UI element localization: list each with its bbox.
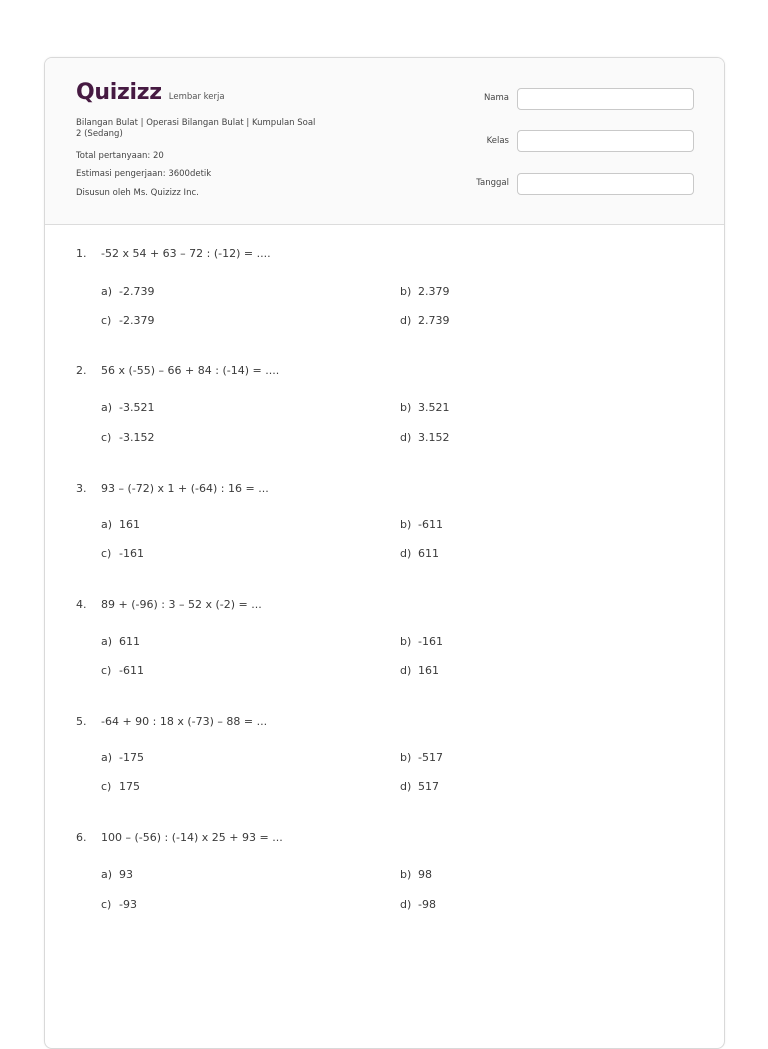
question-1 (76, 247, 271, 260)
option-1b: b) 2.379 (400, 285, 450, 298)
option-4a: a) 611 (101, 635, 140, 648)
worksheet-author: Disusun oleh Ms. Quizizz Inc. (76, 188, 199, 198)
option-3d: d) 611 (400, 547, 439, 560)
question-5 (76, 715, 267, 728)
question-number: 2. (76, 364, 87, 377)
option-6c: c) -93 (101, 898, 137, 911)
option-6a: a) 93 (101, 868, 133, 881)
option-3a: a) 161 (101, 518, 140, 531)
option-4b: b) -161 (400, 635, 443, 648)
estimated-time: Estimasi pengerjaan: 3600detik (76, 169, 212, 179)
worksheet-type: Lembar kerja (168, 92, 225, 102)
question-2 (76, 364, 279, 377)
option-1d: d) 2.739 (400, 314, 450, 327)
option-3c: c) -161 (101, 547, 144, 560)
option-5a: a) -175 (101, 751, 144, 764)
brand (76, 80, 225, 105)
option-5b: b) -517 (400, 751, 443, 764)
question-number: 1. (76, 247, 87, 260)
question-3 (76, 482, 269, 495)
option-5c: c) 175 (101, 780, 140, 793)
option-2d: d) 3.152 (400, 431, 450, 444)
worksheet-topic: Bilangan Bulat | Operasi Bilangan Bulat | Kumpulan Soal 2 (Sedang) (76, 118, 316, 139)
question-number: 6. (76, 831, 87, 844)
question-text: 56 x (-55) – 66 + 84 : (-14) = .... (101, 364, 280, 377)
option-2c: c) -3.152 (101, 431, 155, 444)
question-number: 4. (76, 598, 87, 611)
kelas-label: Kelas (486, 136, 509, 146)
question-number: 3. (76, 482, 87, 495)
option-1a: a) -2.739 (101, 285, 155, 298)
kelas-field[interactable] (517, 130, 694, 152)
option-1c: c) -2.379 (101, 314, 155, 327)
option-4c: c) -611 (101, 664, 144, 677)
nama-field[interactable] (517, 88, 694, 110)
worksheet-page (44, 57, 725, 1049)
question-text: -52 x 54 + 63 – 72 : (-12) = .... (101, 247, 271, 260)
question-text: 100 – (-56) : (-14) x 25 + 93 = ... (101, 831, 283, 844)
option-3b: b) -611 (400, 518, 443, 531)
quizizz-logo: Quizizz (76, 80, 162, 105)
question-text: 89 + (-96) : 3 – 52 x (-2) = ... (101, 598, 262, 611)
question-text: -64 + 90 : 18 x (-73) – 88 = ... (101, 715, 268, 728)
option-6b: b) 98 (400, 868, 432, 881)
question-number: 5. (76, 715, 87, 728)
option-2b: b) 3.521 (400, 401, 450, 414)
question-6 (76, 831, 283, 844)
worksheet-header (45, 58, 724, 225)
nama-label: Nama (483, 93, 509, 103)
option-4d: d) 161 (400, 664, 439, 677)
question-4 (76, 598, 262, 611)
total-questions: Total pertanyaan: 20 (76, 151, 164, 161)
tanggal-field[interactable] (517, 173, 694, 195)
option-5d: d) 517 (400, 780, 439, 793)
option-6d: d) -98 (400, 898, 436, 911)
question-text: 93 – (-72) x 1 + (-64) : 16 = ... (101, 482, 269, 495)
tanggal-label: Tanggal (476, 178, 509, 188)
option-2a: a) -3.521 (101, 401, 155, 414)
